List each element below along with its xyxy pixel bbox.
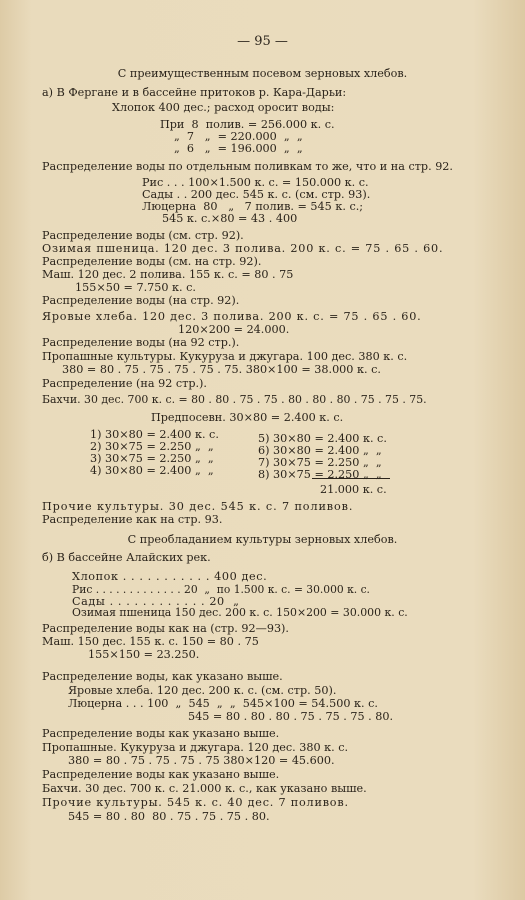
spring-grain-calc: 120×200 = 24.000. [178,323,290,336]
distribution-line: Распределение воды, как указано выше. [42,670,283,683]
winter-wheat-line: Озимая пшеница 150 дес. 200 к. с. 150×200 = 30.000 к. с. [72,606,408,619]
other-crops-calc: 545 = 80 . 80 80 . 75 . 75 . 75 . 80. [68,810,270,823]
watering-left: 1) 30×80 = 2.400 к. с. [90,428,219,441]
watering-left: 3) 30×75 = 2.250 „ „ [90,452,214,465]
mash-line: Маш. 150 дес. 155 к. с. 150 = 80 . 75 [42,635,259,648]
distribution-line: Распределение воды (на стр. 92). [42,294,240,307]
section-b-heading: С преобладанием культуры зерновых хлебов. [127,533,398,546]
watering-left: 2) 30×75 = 2.250 „ „ [90,440,214,453]
watering-right: 7) 30×75 = 2.250 „ „ [258,456,382,469]
melons-line: Бахчи. 30 дес. 700 к. с. 21.000 к. с., как указано выше. [42,782,367,795]
winter-wheat-line: Озимая пшеница. 120 дес. 3 полива. 200 к. с. = 75 . 65 . 60. [42,242,444,255]
distribution-line: Распределение воды (на 92 стр.). [42,336,240,349]
distribution-line: Распределение воды (см. стр. 92). [42,229,244,242]
watering-right: 5) 30×80 = 2.400 к. с. [258,432,387,445]
watering-left: 4) 30×80 = 2.400 „ „ [90,464,214,477]
other-crops-line: Прочие культуры. 30 дес. 545 к. с. 7 поливов. [42,500,354,513]
row-crops-calc: 380 = 80 . 75 . 75 . 75 . 75 . 75. 380×100 = 38.000 к. с. [62,363,381,376]
mash-calc: 155×50 = 7.750 к. с. [75,281,196,294]
gardens-line: Сады . . 200 дес. 545 к. с. (см. стр. 93). [142,188,371,201]
watering-right: 8) 30×75 = 2.250 „ „ [258,468,382,481]
lucerne-line: Люцерна 80 „ 7 полив. = 545 к. с.; [142,200,364,213]
row-crops-calc: 380 = 80 . 75 . 75 . 75 . 75 380×120 = 45.600. [68,754,335,767]
distribution-line: Распределение воды (см. на стр. 92). [42,255,262,268]
row-crops-line: Пропашные культуры. Кукуруза и джугара. 100 дес. 380 к. с. [42,350,408,363]
distribution-line: Распределение как на стр. 93. [42,513,223,526]
section-a-heading: С преимущественным посевом зерновых хлебов. [117,67,408,80]
distribution-line: Распределение воды как на (стр. 92—93). [42,622,289,635]
presowing-line: Предпосевн. 30×80 = 2.400 к. с. [151,411,344,424]
lucerne-calc: 545 к. с.×80 = 43 . 400 [162,212,298,225]
rice-line: Рис . . . 100×1.500 к. с. = 150.000 к. с. [142,176,369,189]
rice-line: Рис . . . . . . . . . . . . . 20 „ по 1.500 к. с. = 30.000 к. с. [72,583,370,596]
cotton-row: При 8 полив. = 256.000 к. с. [160,118,335,131]
distribution-intro: Распределение воды по отдельным поливкам то же, что и на стр. 92. [42,160,453,173]
sum-rule [312,478,390,479]
distribution-line: Распределение (на 92 стр.). [42,377,207,390]
cotton-line: Хлопок 400 дес.; расход оросит воды: [112,101,335,114]
distribution-line: Распределение воды как указано выше. [42,768,280,781]
watering-right: 6) 30×80 = 2.400 „ „ [258,444,382,457]
spring-grain-line: Яровые хлеба. 120 дес. 3 полива. 200 к. с. = 75 . 65 . 60. [42,310,422,323]
lucerne-line: Люцерна . . . 100 „ 545 „ „ 545×100 = 54.500 к. с. [68,697,378,710]
melons-line: Бахчи. 30 дес. 700 к. с. = 80 . 80 . 75 . 75 . 80 . 80 . 80 . 75 . 75 . 75. [42,393,427,406]
lucerne-calc: 545 = 80 . 80 . 80 . 75 . 75 . 75 . 80. [188,710,394,723]
spring-grain-line: Яровые хлеба. 120 дес. 200 к. с. (см. стр. 50). [68,684,337,697]
cotton-row: „ 7 „ = 220.000 „ „ [174,130,303,143]
cotton-line: Хлопок . . . . . . . . . . . 400 дес. [72,570,268,583]
mash-line: Маш. 120 дес. 2 полива. 155 к. с. = 80 . 75 [42,268,294,281]
gardens-line: Сады . . . . . . . . . . . . 20 „ [72,595,240,608]
other-crops-line: Прочие культуры. 545 к. с. 40 дес. 7 поливов. [42,796,349,809]
watering-total: 21.000 к. с. [320,483,387,496]
distribution-line: Распределение воды как указано выше. [42,727,280,740]
section-a-subheading: а) В Фергане и в бассейне притоков р. Кара-Дарьи: [42,86,347,99]
cotton-row: „ 6 „ = 196.000 „ „ [174,142,303,155]
row-crops-line: Пропашные. Кукуруза и джугара. 120 дес. 380 к. с. [42,741,349,754]
section-b-subheading: б) В бассейне Алайских рек. [42,551,211,564]
page-number: — 95 — [237,34,288,49]
mash-calc: 155×150 = 23.250. [88,648,200,661]
